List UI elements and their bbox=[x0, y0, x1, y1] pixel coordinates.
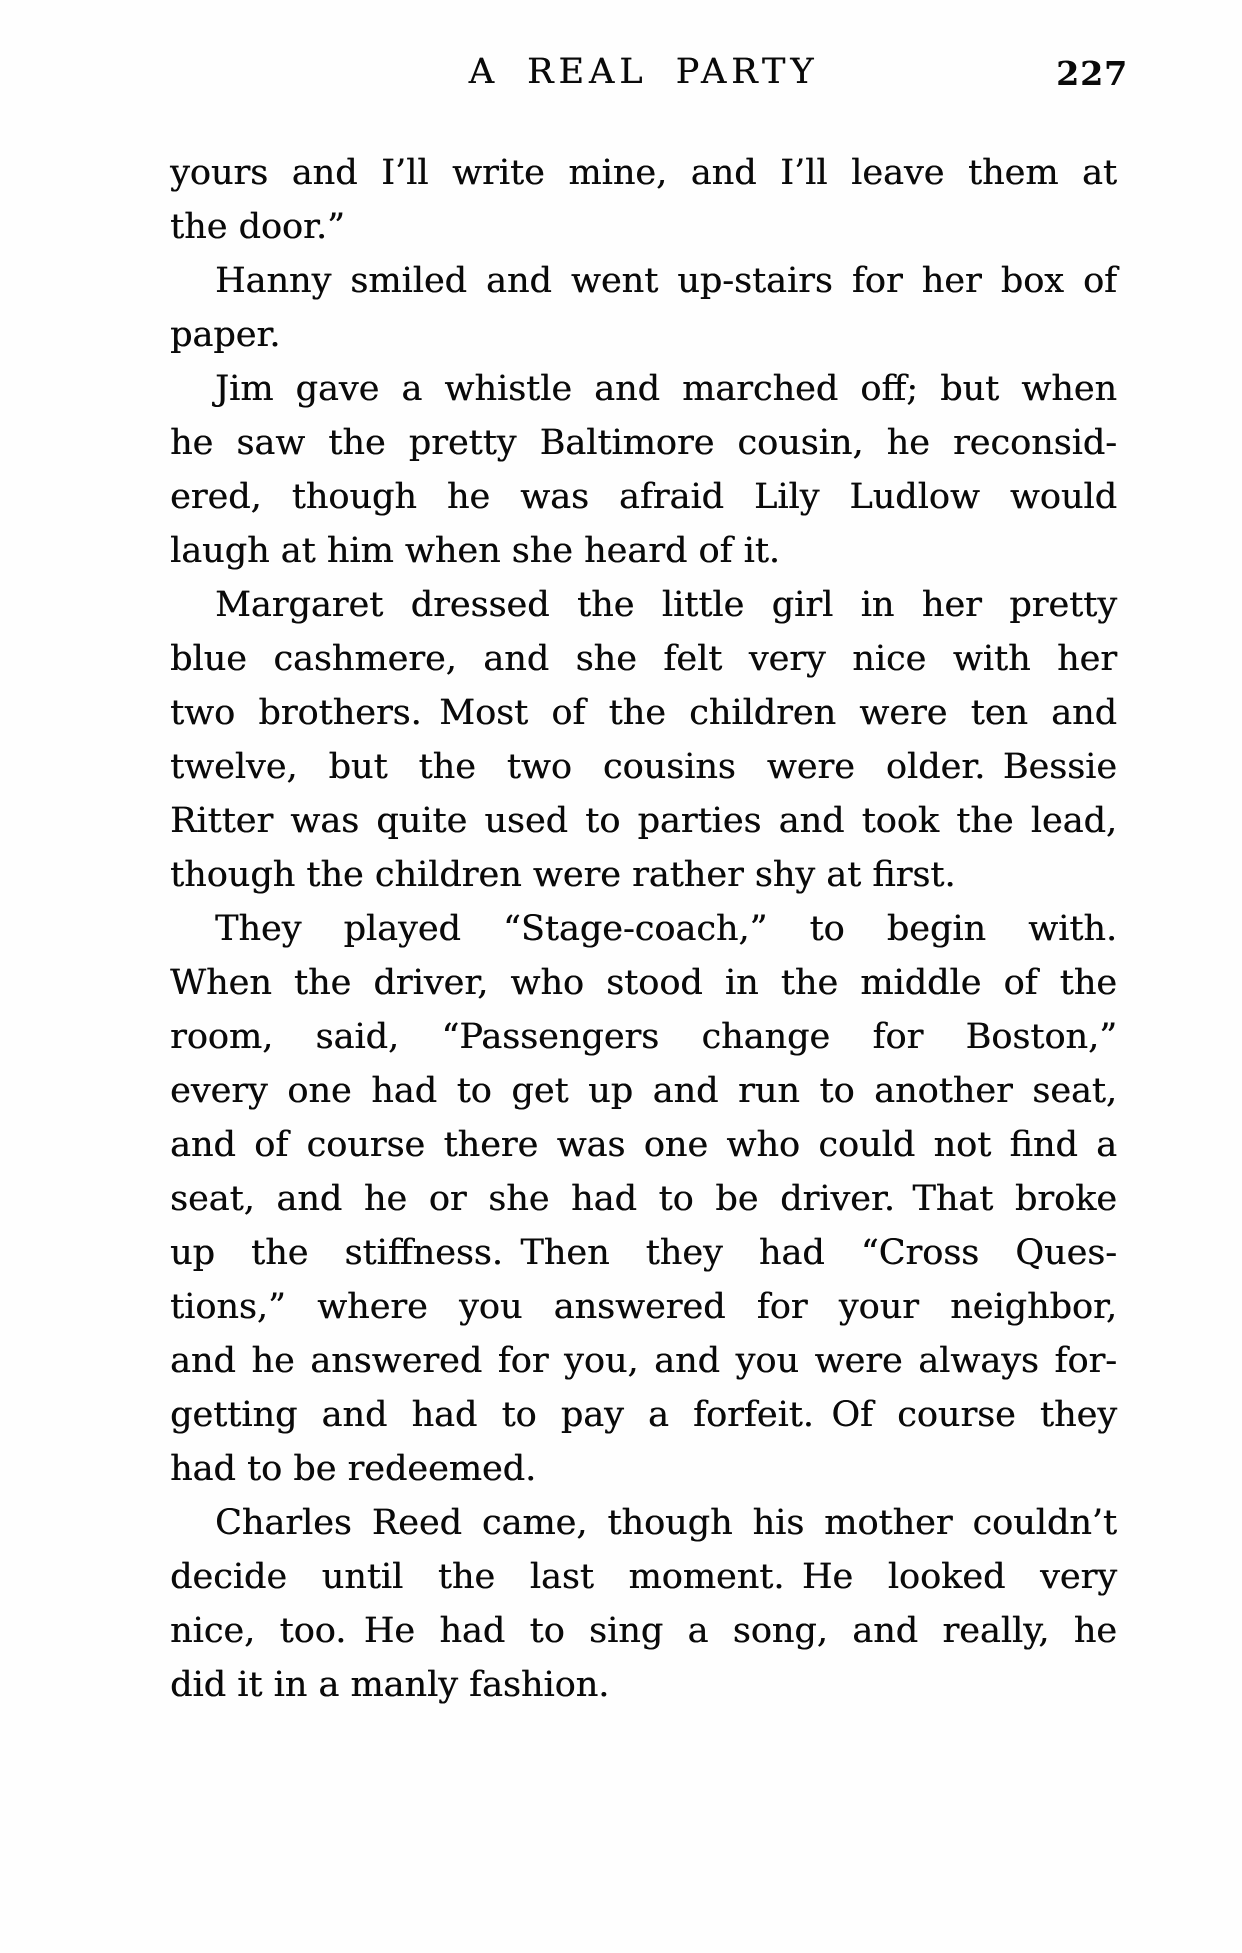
text-line: though the children were rather shy at first. bbox=[170, 855, 956, 895]
text-line: Charles Reed came, though his mother couldn’t bbox=[215, 1503, 1117, 1543]
text-line: the door.” bbox=[170, 207, 345, 247]
text-line: laugh at him when she heard of it. bbox=[170, 531, 780, 571]
text-line: Hanny smiled and went up-stairs for her box of bbox=[215, 261, 1117, 301]
text-line: yours and I’ll write mine, and I’ll leave them at bbox=[170, 153, 1117, 193]
text-line: tions,” where you answered for your neighbor, bbox=[170, 1287, 1117, 1327]
text-line: Margaret dressed the little girl in her pretty bbox=[215, 585, 1117, 625]
text-line: he saw the pretty Baltimore cousin, he reconsid- bbox=[170, 423, 1117, 463]
running-head-title: A REAL PARTY bbox=[468, 52, 819, 92]
text-line: two brothers. Most of the children were ten and bbox=[170, 693, 1117, 733]
text-line: When the driver, who stood in the middle of the bbox=[170, 963, 1117, 1003]
text-line: nice, too. He had to sing a song, and really, he bbox=[170, 1611, 1117, 1651]
text-line: paper. bbox=[170, 315, 281, 355]
text-line: They played “Stage-coach,” to begin with. bbox=[215, 909, 1117, 949]
text-line: room, said, “Passengers change for Boston,” bbox=[170, 1017, 1117, 1057]
text-line: Ritter was quite used to parties and took the lead, bbox=[170, 801, 1117, 841]
text-line: every one had to get up and run to another seat, bbox=[170, 1071, 1117, 1111]
text-line: twelve, but the two cousins were older. Bessie bbox=[170, 747, 1117, 787]
text-line: seat, and he or she had to be driver. That broke bbox=[170, 1179, 1117, 1219]
text-line: ered, though he was afraid Lily Ludlow would bbox=[170, 477, 1117, 517]
page-text bbox=[170, 146, 1117, 1712]
text-line: up the stiffness. Then they had “Cross Ques- bbox=[170, 1233, 1117, 1273]
text-line: Jim gave a whistle and marched off; but when bbox=[215, 369, 1117, 409]
text-line: getting and had to pay a forfeit. Of course they bbox=[170, 1395, 1117, 1435]
text-line: decide until the last moment. He looked very bbox=[170, 1557, 1117, 1597]
text-line: did it in a manly fashion. bbox=[170, 1665, 610, 1705]
page-number: 227 bbox=[1056, 54, 1128, 93]
text-line: had to be redeemed. bbox=[170, 1449, 537, 1489]
text-line: and he answered for you, and you were always for- bbox=[170, 1341, 1117, 1381]
text-line: blue cashmere, and she felt very nice with her bbox=[170, 639, 1117, 679]
text-line: and of course there was one who could not find a bbox=[170, 1125, 1117, 1165]
